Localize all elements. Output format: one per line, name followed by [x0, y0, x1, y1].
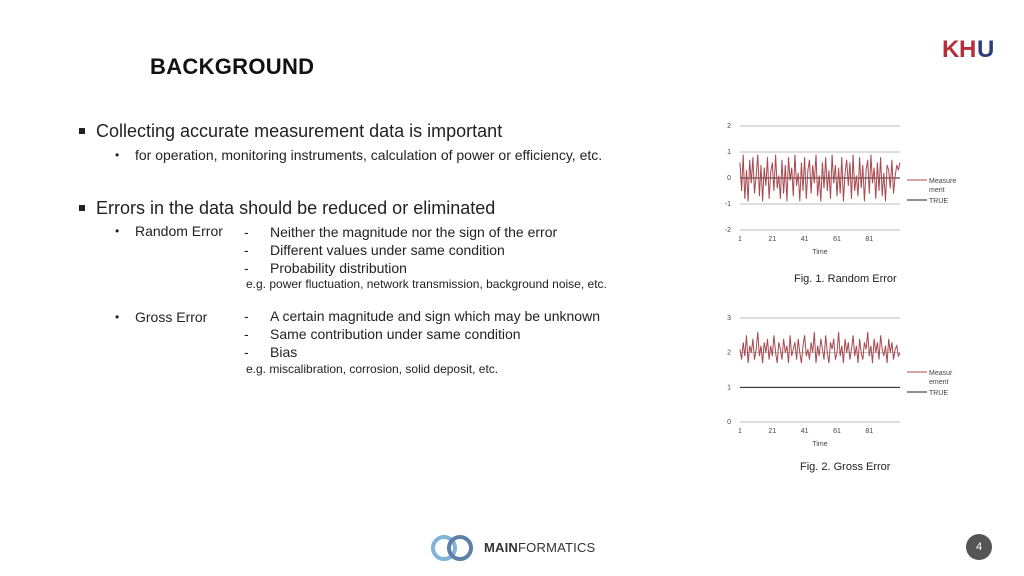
square-bullet-icon — [79, 205, 85, 211]
y-tick-label: 0 — [727, 419, 731, 426]
y-tick-label: 2 — [727, 349, 731, 357]
section1-bullet: for operation, monitoring instruments, calculation of power or efficiency, etc. — [135, 147, 603, 163]
gross-error-chart — [720, 304, 970, 454]
infinity-logo-icon — [430, 533, 476, 563]
section1-heading: Collecting accurate measurement data is important — [96, 121, 503, 141]
page-title: BACKGROUND — [150, 54, 315, 79]
x-tick-label: 81 — [865, 236, 874, 243]
x-tick-label: 81 — [865, 428, 874, 435]
legend-true-label: TRUE — [929, 390, 949, 397]
y-tick-label: 1 — [727, 149, 731, 156]
x-axis-label: Time — [812, 441, 828, 448]
y-tick-label: -2 — [724, 227, 731, 234]
round-bullet-icon: • — [115, 224, 120, 238]
round-bullet-icon: • — [115, 310, 120, 324]
x-axis-label: Time — [812, 249, 828, 256]
x-tick-label: 61 — [833, 236, 841, 243]
list-item: - Bias — [244, 344, 298, 360]
list-item: - Different values under same condition — [244, 242, 505, 258]
x-tick-label: 21 — [768, 428, 777, 435]
list-item: - Neither the magnitude nor the sign of the error — [244, 224, 558, 240]
x-tick-label: 41 — [800, 236, 809, 243]
x-tick-label: 21 — [768, 236, 777, 243]
x-tick-label: 1 — [738, 236, 742, 243]
y-tick-label: 2 — [727, 123, 731, 130]
legend-measurement-label: ment — [929, 187, 945, 194]
page-number: 4 — [966, 534, 992, 560]
mainformatics-logo — [430, 533, 610, 563]
random-error-chart — [720, 112, 970, 262]
y-tick-label: -1 — [724, 201, 731, 208]
square-bullet-icon — [79, 128, 85, 134]
random-error-example: e.g. power fluctuation, network transmission, background noise, etc. — [246, 277, 607, 291]
y-tick-label: 0 — [727, 175, 731, 182]
list-item: - A certain magnitude and sign which may be unknown — [244, 308, 600, 324]
legend-measurement-label: Measure — [929, 178, 957, 185]
legend-measurement-label: Measur — [929, 370, 953, 377]
gross-error-label: Gross Error — [135, 309, 208, 325]
random-error-label: Random Error — [135, 223, 223, 239]
x-tick-label: 41 — [800, 428, 809, 435]
gross-error-example: e.g. miscalibration, corrosion, solid deposit, etc. — [246, 362, 499, 376]
logo-u: U — [977, 36, 995, 63]
y-tick-label: 1 — [727, 384, 731, 392]
random-error-list — [244, 223, 557, 277]
list-item: - Same contribution under same condition — [244, 326, 521, 342]
list-item: - Probability distribution — [244, 260, 407, 276]
footer-brand: MAINFORMATICS — [484, 540, 596, 555]
x-tick-label: 61 — [833, 428, 841, 435]
gross-error-list — [244, 307, 600, 361]
round-bullet-icon: • — [115, 148, 120, 162]
legend-true-label: TRUE — [929, 198, 949, 205]
khu-logo — [940, 33, 996, 63]
legend-measurement-label: ement — [929, 379, 949, 386]
y-tick-label: 3 — [727, 315, 731, 322]
measurement-series-line — [740, 332, 900, 363]
fig2-caption: Fig. 2. Gross Error — [800, 461, 891, 473]
section2-heading: Errors in the data should be reduced or eliminated — [96, 198, 496, 218]
x-tick-label: 1 — [738, 428, 742, 435]
logo-k: K — [942, 36, 960, 63]
logo-h: H — [959, 36, 977, 63]
fig1-caption: Fig. 1. Random Error — [794, 273, 897, 285]
